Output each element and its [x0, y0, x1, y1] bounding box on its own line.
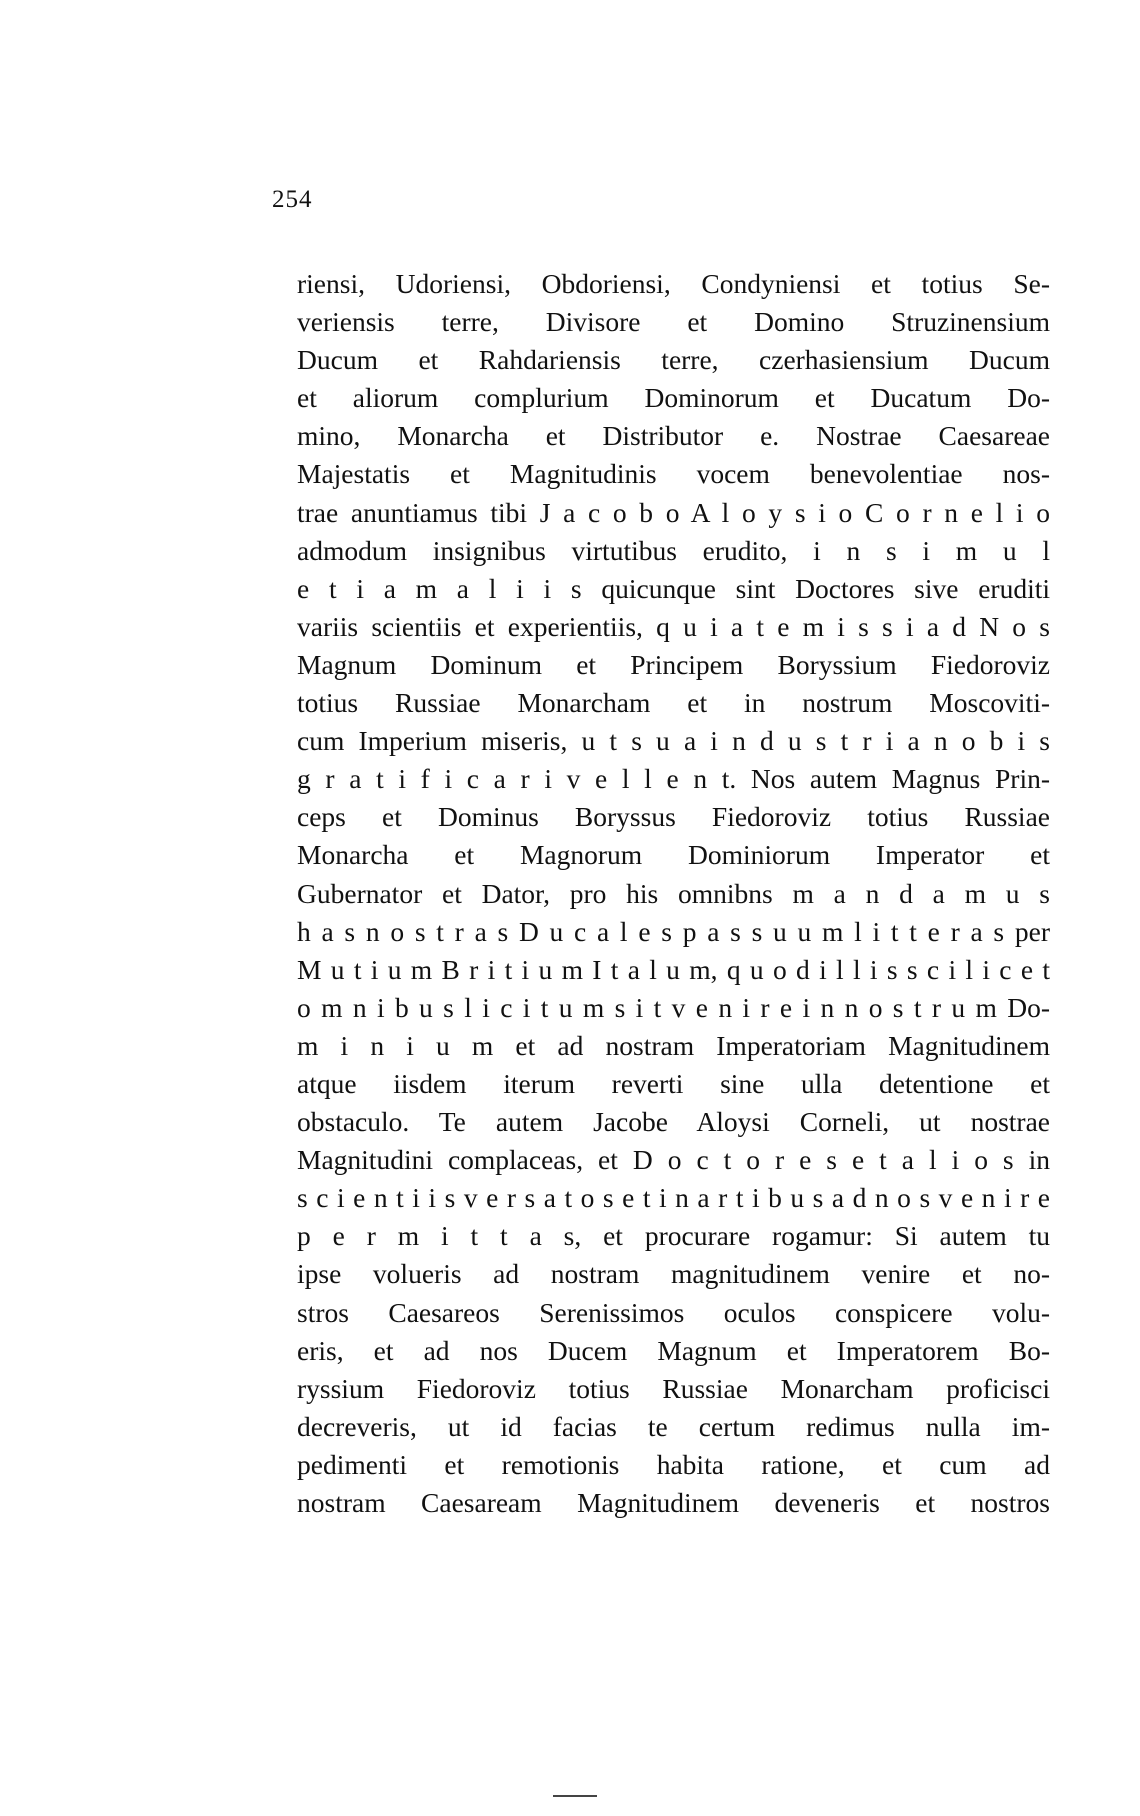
text-line: veriensis terre, Divisore et Domino Struzinensium — [297, 306, 1050, 338]
page-number: 254 — [272, 186, 313, 213]
text-line: trae anuntiamus tibi J a c o b o A l o y s i o C o r n e l i o — [297, 496, 1050, 528]
body-text — [297, 265, 1050, 1522]
footer-rule — [553, 1795, 597, 1797]
text-line: h a s n o s t r a s D u c a l e s p a s s u u m l i t t e r a s per — [297, 915, 1050, 947]
text-line: obstaculo. Te autem Jacobe Aloysi Corneli, ut nostrae — [297, 1106, 1050, 1138]
text-line: M u t i u m B r i t i u m I t a l u m, q u o d i l l i s s c i l i c e t — [297, 953, 1050, 985]
text-line: totius Russiae Monarcham et in nostrum Moscoviti- — [297, 687, 1050, 719]
text-line: decreveris, ut id facias te certum redimus nulla im- — [297, 1410, 1050, 1442]
text-line: e t i a m a l i i s quicunque sint Doctores sive eruditi — [297, 572, 1050, 604]
text-line: cum Imperium miseris, u t s u a i n d u s t r i a n o b i s — [297, 725, 1050, 757]
text-line: s c i e n t i i s v e r s a t o s e t i n a r t i b u s a d n o s v e n i r e — [297, 1182, 1050, 1214]
text-line: stros Caesareos Serenissimos oculos conspicere volu- — [297, 1296, 1050, 1328]
text-line: ryssium Fiedoroviz totius Russiae Monarcham proficisci — [297, 1372, 1050, 1404]
text-line: eris, et ad nos Ducem Magnum et Imperatorem Bo- — [297, 1334, 1050, 1366]
text-line: pedimenti et remotionis habita ratione, et cum ad — [297, 1448, 1050, 1480]
text-line: mino, Monarcha et Distributor e. Nostrae Caesareae — [297, 420, 1050, 452]
text-line: variis scientiis et experientiis, q u i a t e m i s s i a d N o s — [297, 610, 1050, 642]
text-line: ipse volueris ad nostram magnitudinem venire et no- — [297, 1258, 1050, 1290]
text-line: atque iisdem iterum reverti sine ulla detentione et — [297, 1067, 1050, 1099]
text-line: nostram Caesaream Magnitudinem deveneris et nostros — [297, 1487, 1050, 1518]
text-line: et aliorum complurium Dominorum et Ducatum Do- — [297, 382, 1050, 414]
text-line: ceps et Dominus Boryssus Fiedoroviz totius Russiae — [297, 801, 1050, 833]
text-line: g r a t i f i c a r i v e l l e n t. Nos autem Magnus Prin- — [297, 763, 1050, 795]
text-line: Ducum et Rahdariensis terre, czerhasiensium Ducum — [297, 344, 1050, 376]
text-line: m i n i u m et ad nostram Imperatoriam Magnitudinem — [297, 1029, 1050, 1061]
text-line: admodum insignibus virtutibus erudito, i n s i m u l — [297, 534, 1050, 566]
text-line: Magnitudini complaceas, et D o c t o r e s e t a l i o s in — [297, 1144, 1050, 1176]
text-line: Majestatis et Magnitudinis vocem benevolentiae nos- — [297, 458, 1050, 490]
text-line: Gubernator et Dator, pro his omnibns m a n d a m u s — [297, 877, 1050, 909]
text-line: p e r m i t t a s, et procurare rogamur: Si autem tu — [297, 1220, 1050, 1252]
text-line: Monarcha et Magnorum Dominiorum Imperator et — [297, 839, 1050, 871]
text-line: Magnum Dominum et Principem Boryssium Fiedoroviz — [297, 648, 1050, 680]
text-line: o m n i b u s l i c i t u m s i t v e n i r e i n n o s t r u m Do- — [297, 991, 1050, 1023]
text-line: riensi, Udoriensi, Obdoriensi, Condyniensi et totius Se- — [297, 268, 1050, 299]
